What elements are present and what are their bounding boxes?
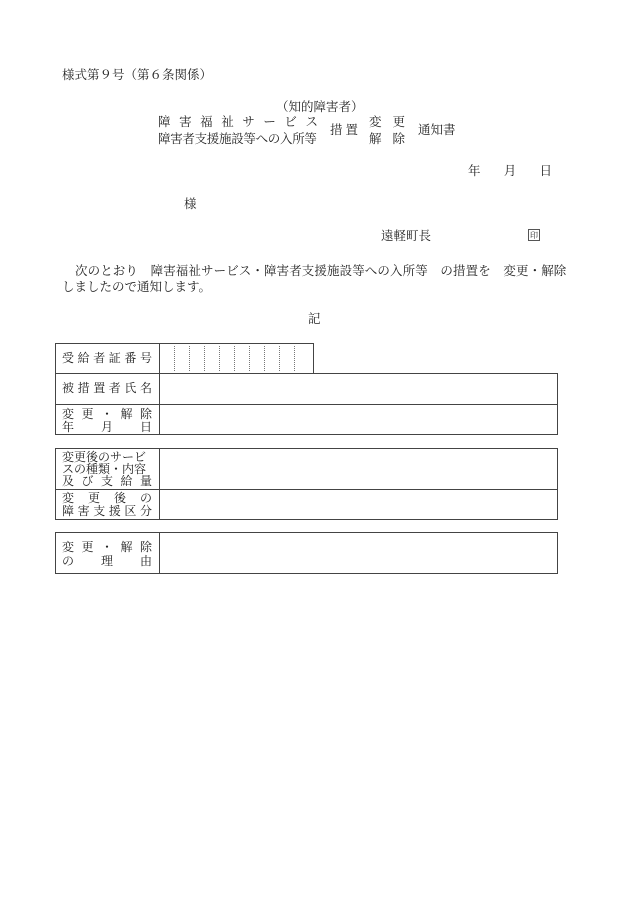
body-text-line1: 次のとおり 障害福祉サービス・障害者支援施設等への入所等 の措置を 変更・解除 <box>75 263 567 278</box>
table-1 <box>55 373 558 435</box>
recipient-number-label: 受 給 者 証 番 号 <box>62 351 152 365</box>
table-2 <box>55 448 558 520</box>
addressee-honorific: 様 <box>184 196 197 211</box>
issue-date: 年 月 日 <box>468 163 552 178</box>
change-date-label-2: 年 月 日 <box>62 420 152 434</box>
title-line1: 障 害 福 祉 サ ー ビ ス <box>158 114 318 129</box>
category-field[interactable] <box>160 490 557 519</box>
recipient-number-row <box>55 343 314 374</box>
category-label-1: 変 更 後 の <box>62 491 152 505</box>
change-date-label-1: 変 更 ・ 解 除 <box>62 407 152 421</box>
ki-label: 記 <box>308 311 321 326</box>
person-name-field[interactable] <box>160 374 557 404</box>
reason-label-2: の 理 由 <box>62 554 152 568</box>
form-number: 様式第９号（第６条関係） <box>62 67 213 82</box>
service-label-3: 及 び 支 給 量 <box>62 474 152 488</box>
title-cancel: 解 除 <box>369 131 405 146</box>
reason-label-1: 変 更 ・ 解 除 <box>62 540 152 554</box>
person-name-label: 被 措 置 者 氏 名 <box>62 381 152 395</box>
reason-field[interactable] <box>160 533 557 573</box>
title-change: 変 更 <box>369 114 405 129</box>
sender-name: 遠軽町長 <box>381 228 432 243</box>
title-suffix: 通知書 <box>418 122 456 137</box>
title-line2: 障害者支援施設等への入所等 <box>158 131 317 146</box>
body-text-line2: しましたので通知します。 <box>62 279 212 294</box>
service-field[interactable] <box>160 449 557 489</box>
seal-mark: 印 <box>530 231 538 240</box>
title-measure: 措置 <box>330 122 362 137</box>
change-date-field[interactable] <box>160 405 557 434</box>
table-3 <box>55 532 558 574</box>
service-label-1: 変更後のサービ <box>62 450 147 464</box>
recipient-number-field[interactable] <box>160 344 313 373</box>
service-label-2: スの種類・内容 <box>62 462 147 476</box>
category-label-2: 障 害 支 援 区 分 <box>62 504 152 518</box>
title-subtitle: （知的障害者） <box>276 99 364 114</box>
